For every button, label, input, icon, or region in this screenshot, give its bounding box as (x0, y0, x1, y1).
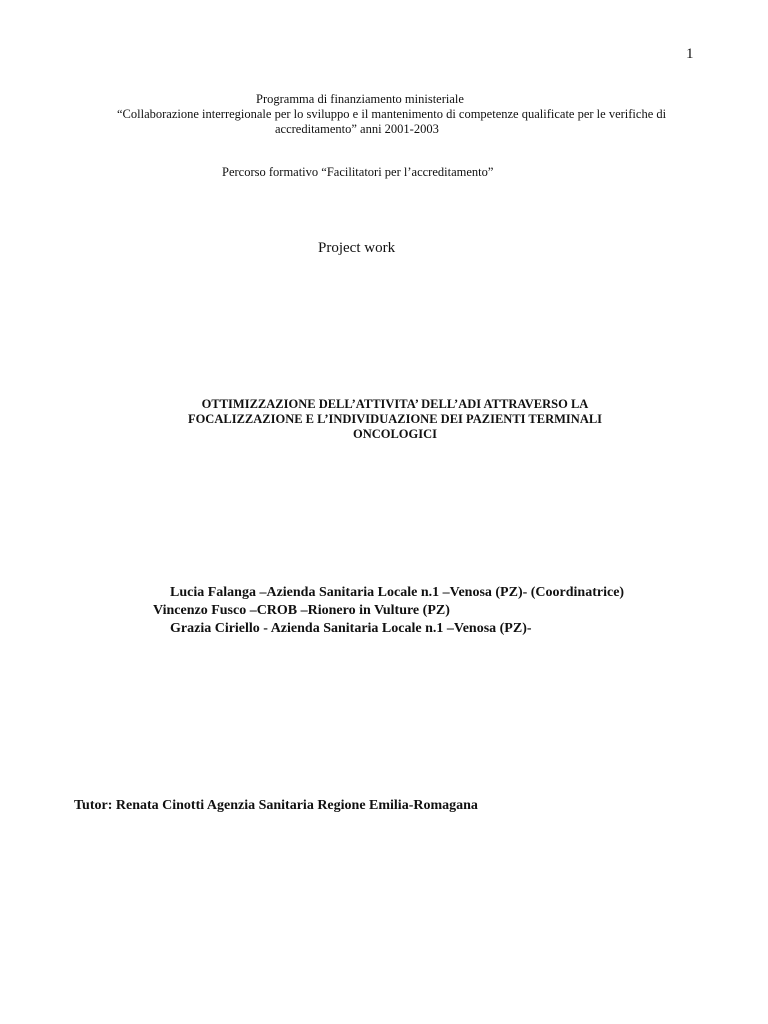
author-1: Lucia Falanga –Azienda Sanitaria Locale n.1 –Venosa (PZ)- (Coordinatrice) (170, 585, 625, 600)
program-line-2: “Collaborazione interregionale per lo sviluppo e il mantenimento di competenze qualificate per le verifiche di (117, 107, 667, 121)
project-work-label: Project work (318, 240, 396, 256)
program-line-3: accreditamento” anni 2001-2003 (275, 122, 439, 136)
title-line-1: OTTIMIZZAZIONE DELL’ATTIVITA’ DELL’ADI ATTRAVERSO LA (201, 397, 589, 411)
document-title (160, 397, 630, 442)
course-title: Percorso formativo “Facilitatori per l’accreditamento” (222, 165, 494, 179)
page-number: 1 (686, 46, 694, 62)
author-2: Vincenzo Fusco –CROB –Rionero in Vulture (PZ) (153, 603, 450, 618)
title-line-2: FOCALIZZAZIONE E L’INDIVIDUAZIONE DEI PAZIENTI TERMINALI (187, 412, 603, 426)
tutor-line: Tutor: Renata Cinotti Agenzia Sanitaria Regione Emilia-Romagana (74, 798, 478, 813)
title-line-3: ONCOLOGICI (352, 427, 438, 441)
author-3: Grazia Ciriello - Azienda Sanitaria Locale n.1 –Venosa (PZ)- (170, 621, 532, 636)
program-line-1: Programma di finanziamento ministeriale (256, 92, 464, 106)
